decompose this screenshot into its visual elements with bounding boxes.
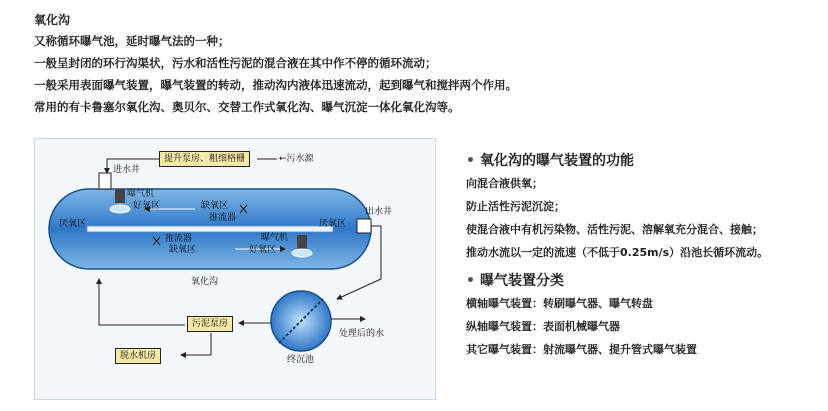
- intro-line: 常用的有卡鲁塞尔氧化沟、奥贝尔、交替工作式氧化沟、曝气沉淀一体化氧化沟等。: [34, 100, 460, 114]
- classification-item: 其它曝气装置：射流曝气器、提升管式曝气装置: [466, 343, 697, 356]
- dewatering-box: 脱水机房: [115, 348, 161, 364]
- intro-line: 一般采用表面曝气装置，曝气装置的转动，推动沟内液体迅速流动，起到曝气和搅拌两个作用。: [34, 78, 517, 92]
- anoxic-zone-1-label: 缺氧区: [201, 201, 229, 211]
- aerator-2-label: 曝气机: [261, 233, 289, 243]
- diagram-drawing: [35, 139, 437, 401]
- function-item: 使混合液中有机污染物、活性污泥、溶解氧充分混合、接触；: [466, 223, 763, 236]
- sewage-source-label: ←污水源: [279, 154, 314, 164]
- function-item: 向混合液供氧；: [466, 177, 543, 190]
- outlet-well-label: 出水井: [365, 207, 393, 217]
- aerobic-zone-1-label: 好氧区: [133, 201, 161, 211]
- ditch-label: 氧化沟: [191, 277, 219, 287]
- propeller-2-label: 推流器: [165, 234, 193, 244]
- oxidation-ditch-diagram: [34, 138, 436, 400]
- bullet-icon: •: [466, 273, 475, 289]
- inlet-well: [99, 173, 111, 189]
- sludge-pump-box: 污泥泵房: [187, 316, 233, 332]
- intro-title: 氧化沟: [34, 13, 71, 27]
- ditch-divider: [87, 226, 333, 232]
- inlet-well-label: 进水井: [113, 165, 141, 175]
- intro-section: [34, 10, 517, 118]
- classification-item: 纵轴曝气装置：表面机械曝气器: [466, 320, 620, 333]
- intro-line: 又称循环曝气池，延时曝气法的一种；: [34, 34, 230, 48]
- function-item: 推动水流以一定的流速（不低于0.25m/s）沿池长循环流动。: [466, 246, 769, 259]
- clarifier-label: 终沉池: [287, 355, 315, 365]
- propeller-1-label: 推流器: [209, 213, 237, 223]
- aerobic-zone-2-label: 好氧区: [249, 245, 277, 255]
- function-item: 防止活性污泥沉淀；: [466, 200, 565, 213]
- aeration-info: [466, 150, 816, 361]
- anaerobic-zone-right-label: 厌氧区: [319, 219, 347, 229]
- aerator-1-label: 曝气机: [127, 189, 155, 199]
- anoxic-zone-2-label: 缺氧区: [169, 245, 197, 255]
- anaerobic-zone-left-label: 厌氧区: [59, 219, 87, 229]
- outlet-well: [357, 219, 371, 233]
- intro-line: 一般呈封闭的环行沟渠状，污水和活性污泥的混合液在其中作不停的循环流动；: [34, 56, 437, 70]
- functions-title: • 氧化沟的曝气装置的功能: [466, 150, 816, 172]
- classification-title: • 曝气装置分类: [466, 270, 816, 292]
- bullet-icon: •: [466, 153, 475, 169]
- treated-water-label: 处理后的水: [339, 329, 385, 339]
- classification-item: 横轴曝气装置：转刷曝气器、曝气转盘: [466, 297, 653, 310]
- pump-screen-box: 提升泵房、粗细格栅: [159, 151, 250, 167]
